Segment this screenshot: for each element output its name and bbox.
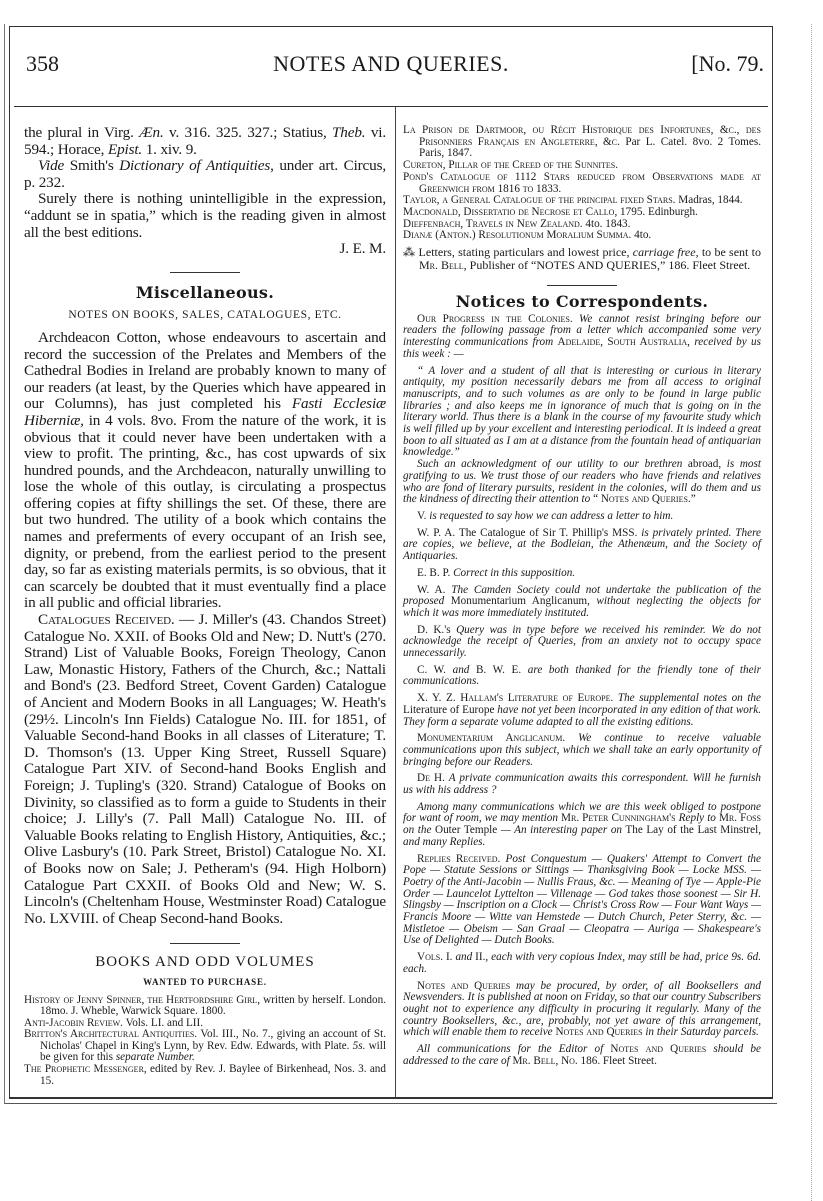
text-run: W. A. (417, 583, 452, 596)
text-run: We cannot resist bringing before our readers the following passage from a letter which accompanied some very interesting communications from (403, 312, 761, 349)
notice (403, 773, 761, 796)
text-run: Notes and Queries. (600, 493, 691, 506)
text-run: abroad, (682, 458, 727, 471)
notice (403, 366, 761, 460)
text-run: Britton's Architectural Antiquities. (24, 1028, 198, 1041)
text-run: “ (590, 493, 601, 506)
text-run: Madras, 1844. (675, 194, 743, 207)
text-run: separate Number. (115, 1051, 195, 1064)
journal-title: NOTES AND QUERIES. (273, 51, 509, 76)
text-run: is most gratifying to us. We trust those of our readers who have friends and relatives who are fond of literary pursuits, resident in the colonies, will do them and us the kindness of directing their attention to (403, 458, 761, 506)
wanted-item (403, 125, 761, 160)
text-run: to be sent to (698, 245, 761, 260)
signature: J. E. M. (339, 240, 386, 258)
running-header (18, 51, 764, 81)
text-run: and (452, 663, 470, 676)
text-run: — An interesting paper on (497, 824, 623, 837)
text-run: 4to. 1843. (582, 217, 631, 230)
text-run: Replies Received. (417, 852, 501, 865)
text-run: Our Progress in the Colonies. (417, 312, 573, 325)
text-run: Catalogues Received. (38, 611, 175, 629)
text-run: in 4 vols. 8vo. From the nature of the work, it is obvious that it could never have been undertaken with a view to profit. The printing, &c., has cost upwards of six hundred pounds, and the Archdeacon, naturally unwilling to lose the whole of this outlay, is circulating a prospectus offering copies at fifty shillings the set. Of these, there are but two hundred. The utility of a book which contains the names and preferments of every occupant of an Irish see, dignity, or prebend, from the earliest period to the present day, so far as existing materials permits, is so obvious, that it can scarcely be doubted that it must eventually find a place in all public and official libraries. (24, 411, 386, 612)
text-run: the plural in Virg. (24, 124, 140, 141)
text-run: without neglecting the objects for which it was more immediately instituted. (403, 595, 761, 619)
text-run: Æn. (139, 124, 164, 141)
notice (403, 981, 761, 1040)
text-run: Publisher of “NOTES AND QUERIES,” 186. Fleet Street. (466, 257, 751, 272)
text-run: in their Saturday parcels. (645, 1026, 759, 1039)
text-run: Dieffenbach, Travels in New Zealand. (403, 217, 583, 230)
page-number: 358 (26, 51, 59, 76)
section-rule (170, 943, 240, 944)
text-run: The Lay of the Last Minstrel, (622, 824, 761, 837)
notice (403, 802, 761, 849)
text-run: Vols. LI. and LII. (122, 1016, 204, 1029)
paragraph-archdeacon (24, 330, 386, 612)
text-run: Hallam's Literature of Europe. (460, 692, 614, 705)
text-run: 1. xiv. 9. (142, 140, 197, 158)
text-run: have not yet been incorporated in any edition of that work. They form a separate volume adapted to all the existing editions. (403, 703, 761, 728)
text-run: Mr. Peter Cunningham's (557, 812, 679, 825)
text-run: will be given for this (40, 1039, 386, 1064)
text-run: on the (403, 824, 432, 837)
text-run: Taylor, a General Catalogue of the principal fixed Stars. (403, 194, 676, 207)
text-run: X. Y. Z. (417, 692, 461, 705)
section-subheading: WANTED TO PURCHASE. (143, 976, 267, 987)
text-run: Dictionary of Antiquities (119, 157, 271, 175)
text-run: Such an acknowledgment of our utility to our brethren (417, 458, 683, 471)
paragraph-catalogues (24, 612, 386, 927)
notices-list (403, 314, 761, 1068)
text-run: each with very copious Index, may still be had, price 9s. 6d. each. (403, 951, 761, 975)
text-run: History of Jenny Spinner, the Hertfordshire Girl, (24, 993, 260, 1006)
text-run: 5s. (352, 1039, 366, 1052)
text-run: received by us this week : — (403, 336, 761, 360)
text-run: Pond's Catalogue of 1112 Stars reduced from Observations made at Greenwich from 1816 to 1833. (403, 170, 761, 195)
text-run: A private communication awaits this correspondent. Will he furnish us with his address ? (403, 772, 762, 797)
text-run: 1795. Edinburgh. (617, 205, 698, 218)
text-run: W. P. A. The Catalogue of Sir T. Phillip's MSS. (417, 526, 642, 539)
notice (403, 665, 761, 688)
text-run: v. 316. 325. 327.; Statius, (163, 124, 333, 141)
section-heading: BOOKS AND ODD VOLUMES (95, 954, 315, 971)
notice (403, 511, 761, 523)
text-run: 186. Fleet Street. (577, 1054, 657, 1067)
text-run: Notes and Queries (417, 979, 511, 992)
paragraph (24, 191, 386, 241)
text-run: Adelaide, South Australia, (557, 336, 690, 349)
notice (403, 314, 761, 361)
issue-number: [No. 79. (691, 51, 764, 76)
columns (10, 107, 772, 1097)
text-run: Mr. Foss (715, 812, 761, 825)
text-run: C. W. (417, 663, 453, 676)
page-border (9, 26, 773, 1099)
text-run: , under art. Circus, p. 232. (24, 157, 386, 191)
text-run: Vol. III., No. 7., giving an account of St. Nicholas' Chapel in King's Lynn, by Rev. Edw. Edwards, with Plate. (40, 1028, 386, 1052)
text-run: Dianæ (Anton.) Resolutionum Moralium Summa. (403, 229, 632, 242)
text-run: The Camden Society could not undertake the publication of the proposed (403, 583, 761, 608)
notice (403, 585, 761, 620)
notices-heading: Notices to Correspondents. (455, 292, 709, 312)
text-run: “ A lover and a student of all that is interesting or curious in literary antiquity, my position necessarily debars me from all access to original manuscripts, and to such volumes as are only to be found in large public libraries ; and also keeps me in ignorance of much that is going on in the literary world. Thus there is a blank in the course of my favourite study which is well filled up by your excellent and interesting periodical. It is indeed a great boon to all situated as I am at a distance from the fountain head of antiquarian knowledge.” (403, 364, 761, 459)
notice (403, 733, 761, 768)
text-run: Notes and Queries (603, 1043, 714, 1056)
text-run: carriage free, (632, 245, 699, 260)
text-run: Mr. Bell, (419, 257, 467, 272)
text-run: are both thanked for the friendly tone of their communications. (403, 663, 762, 688)
wanted-item (24, 1064, 386, 1087)
notice (403, 625, 761, 660)
text-run: Vols. (417, 951, 443, 964)
text-run: Cureton, Pillar of the Creed of the Sunnites. (403, 159, 619, 172)
text-run: Vide (38, 157, 65, 175)
text-run: Theb. (332, 124, 366, 141)
notice (403, 1044, 761, 1067)
text-run: We continue to receive valuable communications upon this subject, which we shall take an early opportunity of bringing before our Readers. (403, 732, 761, 768)
column-divider (395, 107, 396, 1097)
notice (403, 854, 761, 948)
wanted-item (24, 1029, 386, 1064)
text-run: E. B. P. (417, 566, 454, 579)
text-run: ” (690, 493, 696, 506)
text-run: Anti-Jacobin Review. (24, 1016, 123, 1029)
text-run: should be addressed to the care of (403, 1043, 761, 1067)
section-heading: Miscellaneous. (135, 282, 275, 302)
text-run: Monumentarium Anglicanum, (444, 595, 597, 608)
wanted-item (403, 172, 761, 195)
text-run: Query was in type before we received his reminder. We do not acknowledge the receipt of Queries, from an anxiety not to occupy space unnecessarily. (403, 623, 761, 660)
text-run: I. (443, 951, 456, 964)
section-rule (547, 285, 617, 286)
text-run: Par L. Catel. 8vo. 2 Tomes. Paris, 1847. (419, 135, 761, 160)
text-run: V. (417, 509, 430, 522)
text-run: is privately printed. There are copies, we believe, at the Bodleian, the Athenæum, and the Society of Antiquaries. (403, 526, 761, 563)
text-run: written by herself. London. 18mo. J. Wheble, Warwick Square. 1800. (40, 993, 386, 1018)
notice (403, 568, 761, 580)
notice (403, 952, 761, 975)
text-run: Literature of Europe (403, 703, 498, 716)
text-run: may be procured, by order, of all Booksellers and Newsvenders. It is published at noon on Friday, so that our country Subscribers ought not to experience any difficulty in procuring it regularly. Many of the country Booksellers, &c., are, probably, not yet aware of this arrangement, which will enable them to receive (403, 979, 761, 1039)
text-run: Correct in this supposition. (453, 566, 576, 579)
section-rule (170, 272, 240, 273)
text-run: De H. (417, 772, 445, 785)
text-run: Post Conquestum — Quakers' Attempt to Convert the Pope — Statute Sessions or Sittings — Thanksgiving Book — Locke MSS. — Poetry of the Anti-Jacobin — Nullis Fraus, &c. — Meaning of Tye — Apple-Pie Order — Launcelot Lyttelton — Villenage — God takes those soonest — Sir H. Slingsby — Inscription on a Clock — Christ's Cross Row — Four Want Ways — Francis Moore — Witte van Hemstede — Dutch Church, Peter Sterry, &c. — Mistletoe — Obeism — San Graal — Cleopatra — Auriga — Shakespeare's Use of Delighted — Dutch Books. (403, 852, 761, 947)
misc-section (24, 272, 386, 928)
books-wanted-section (24, 943, 386, 1087)
text-run: La Prison de Dartmoor, ou Récit Historique des Infortunes, &c., des Prisonniers Français en Angleterre, &c. (403, 124, 761, 148)
text-run: Epist. (107, 140, 143, 158)
text-run: Notes and Queries (552, 1026, 646, 1039)
letters-note (403, 246, 761, 271)
section-subheading: NOTES ON BOOKS, SALES, CATALOGUES, ETC. (68, 309, 342, 322)
text-run: Reply to (678, 812, 716, 825)
text-run: All communications for the Editor of (417, 1043, 604, 1056)
text-run: Monumentarium Anglicanum. (417, 732, 566, 745)
text-run: II., (472, 951, 492, 964)
text-run: 4to. (631, 229, 652, 242)
scan-edge (811, 24, 815, 1201)
text-run: and many Replies. (403, 835, 486, 848)
text-run: Fasti Ecclesiæ Hiberniæ, (24, 395, 386, 429)
paragraph (24, 125, 386, 158)
text-run: Archdeacon Cotton, whose endeavours to ascertain and record the succession of the Prelates and Members of the Cathedral Bodies in Ireland are probably known to many of our readers (at least, by the Queries which have appeared in our Columns), has just completed his (24, 328, 386, 413)
text-run: Mr. Bell, No. (509, 1054, 578, 1067)
text-run: vi. 594.; Horace, (24, 124, 387, 158)
left-column (24, 125, 386, 1087)
text-run: edited by Rev. J. Baylee of Birkenhead, Nos. 3. and 15. (40, 1063, 386, 1087)
notice (403, 693, 761, 728)
wanted-item (24, 995, 386, 1018)
right-column (403, 125, 761, 1087)
text-run: is requested to say how we can address a letter to him. (429, 509, 674, 522)
text-run: and (455, 951, 473, 964)
text-run: D. K.'s (417, 623, 457, 636)
notice (403, 528, 761, 563)
text-run: B. W. E. (469, 663, 528, 676)
text-run: Macdonald, Dissertatio de Necrose et Callo, (403, 205, 618, 218)
text-run: Smith's (64, 157, 120, 175)
text-run: The Prophetic Messenger, (24, 1063, 147, 1076)
text-run: Among many communications which we are this week obliged to postpone for want of room, we may mention (403, 800, 761, 825)
text-run: ⁂ Letters, stating particulars and lowest price, (403, 245, 633, 260)
text-run: Outer Temple (431, 824, 498, 837)
page-outer-border (4, 24, 777, 1104)
paragraph (24, 158, 386, 191)
text-run: — J. Miller's (43. Chandos Street) Catalogue No. XXII. of Books Old and New; D. Nutt's (270. Strand) List of Valuable Books, Foreign Theology, Canon Law, Monastic History, Fathers of the Church, &c.; Nattali and Bond's (23. Bedford Street, Covent Garden) Catalogue of Ancient and Modern Books in all Languages; W. Heath's (29½. Lincoln's Inn Fields) Catalogue No. III. for 1851, of Valuable Second-hand Books in all classes of Literature; T. D. Thomson's (13. Upper King Street, Russell Square) Catalogue Part XIV. of Second-hand Books English and Foreign; J. Tupling's (320. Strand) Catalogue of Books on Divinity, so classified as to form a guide to Students in their choice; J. Lilly's (7. Pall Mall) Catalogue No. III. of Valuable Books relating to English History, Antiquities, &c.; Olive Lasbury's (10. Park Street, Bristol) Catalogue No. XI. of Books now on Sale; J. Petheram's (94. High Holborn) Catalogue Part CXXII. of Books Old and New; W. S. Lincoln's (Cheltenham House, Westminster Road) Catalogue No. LXVIII. of Cheap Second-hand Books. (24, 611, 386, 927)
text-run: Surely there is nothing unintelligible in the expression, “addunt se in spatia,” which is the reading given in almost all the best editions. (24, 190, 386, 241)
notice (403, 459, 761, 506)
wanted-item (403, 230, 761, 242)
text-run: The supplemental notes on the (613, 692, 761, 705)
